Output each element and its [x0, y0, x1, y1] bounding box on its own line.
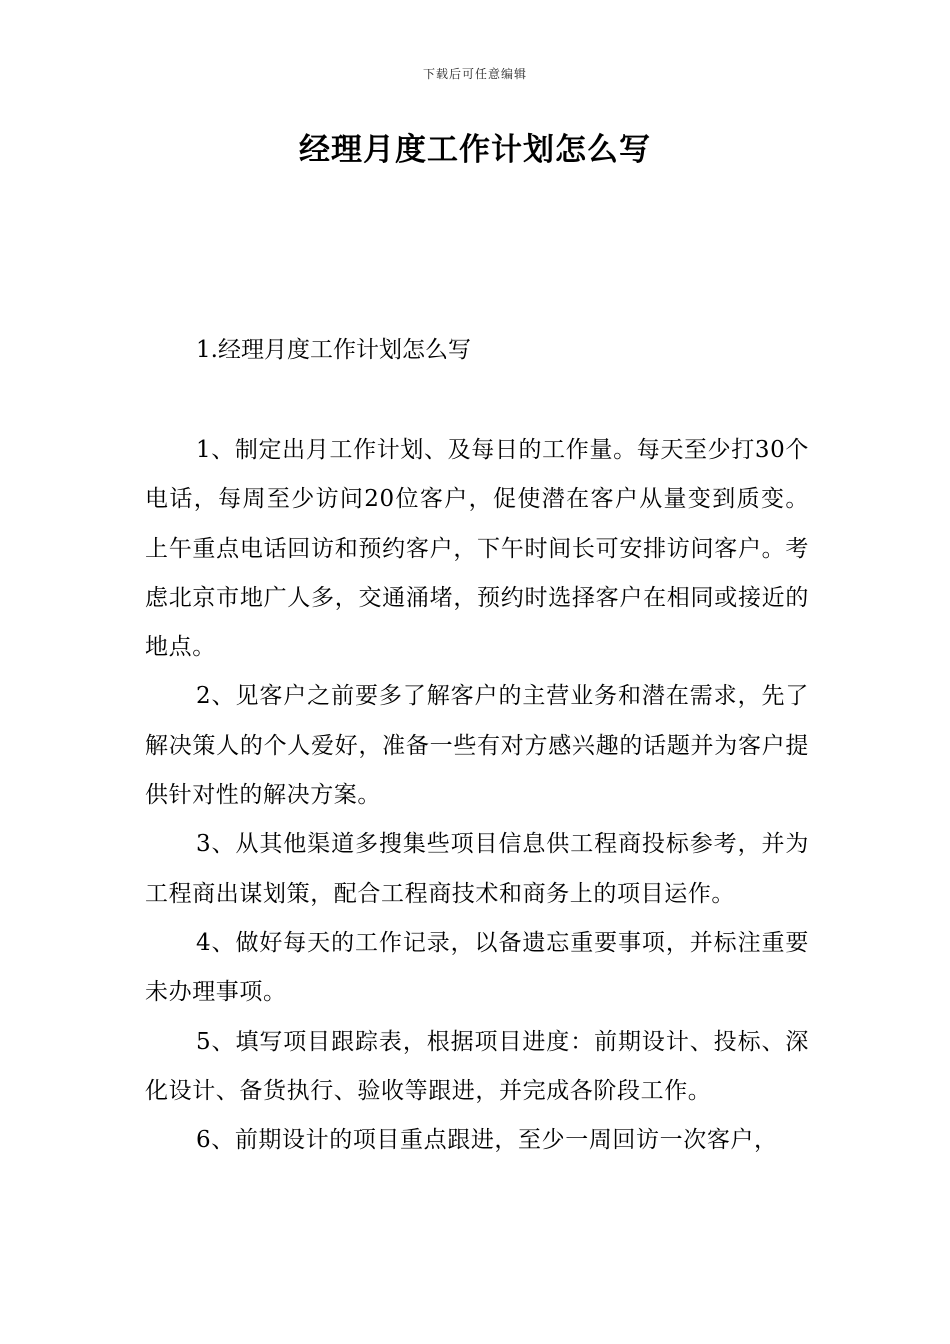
paragraph-4: 4、做好每天的工作记录，以备遗忘重要事项，并标注重要未办理事项。 [145, 929, 809, 1006]
section-heading: 1.经理月度工作计划怎么写 [196, 337, 471, 363]
paragraph-6: 6、前期设计的项目重点跟进，至少一周回访一次客户， [196, 1127, 778, 1154]
paragraph-1: 1、制定出月工作计划、及每日的工作量。每天至少打30个电话，每周至少访问20位客户，促使潜在客户从量变到质变。上午重点电话回访和预约客户，下午时间长可安排访问客户。考虑北京市地广人多，交通涌堵，预约时选择客户在相同或接近的地点。 [145, 437, 809, 661]
paragraph-5: 5、填写项目跟踪表，根据项目进度：前期设计、投标、深化设计、备货执行、验收等跟进，并完成各阶段工作。 [145, 1028, 809, 1104]
document-title: 经理月度工作计划怎么写 [299, 132, 651, 168]
paragraph-2: 2、见客户之前要多了解客户的主营业务和潜在需求，先了解决策人的个人爱好，准备一些有对方感兴趣的话题并为客户提供针对性的解决方案。 [145, 683, 809, 809]
header-note: 下载后可任意编辑 [422, 67, 527, 81]
paragraph-3: 3、从其他渠道多搜集些项目信息供工程商投标参考，并为工程商出谋划策，配合工程商技术和商务上的项目运作。 [145, 831, 809, 907]
document-body [145, 426, 809, 1165]
